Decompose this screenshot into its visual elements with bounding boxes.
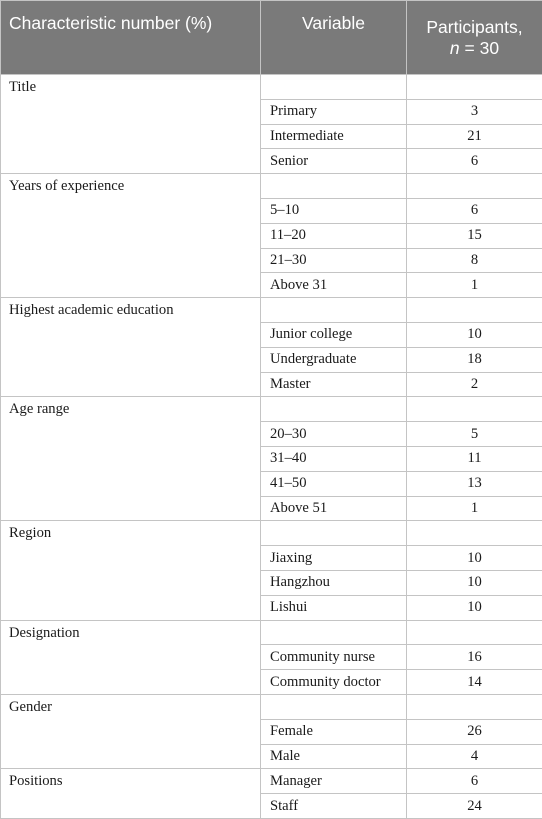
category-cell: Designation [1, 620, 261, 694]
participants-cell: 15 [407, 223, 542, 248]
participants-cell [407, 397, 542, 422]
participants-cell [407, 521, 542, 546]
table-row [1, 694, 542, 719]
variable-cell: Staff [261, 794, 407, 819]
category-cell: Age range [1, 397, 261, 521]
header-characteristic: Characteristic number (%) [1, 1, 261, 75]
table-row [1, 521, 542, 546]
participants-cell: 5 [407, 422, 542, 447]
participants-cell: 8 [407, 248, 542, 273]
variable-cell: Jiaxing [261, 546, 407, 571]
variable-cell: Female [261, 719, 407, 744]
participants-cell: 13 [407, 471, 542, 496]
variable-cell [261, 75, 407, 100]
variable-cell: Hangzhou [261, 570, 407, 595]
participants-cell [407, 174, 542, 199]
variable-cell: Community doctor [261, 670, 407, 695]
participants-cell: 3 [407, 99, 542, 124]
variable-cell: 21–30 [261, 248, 407, 273]
header-variable: Variable [261, 1, 407, 75]
variable-cell: Undergraduate [261, 347, 407, 372]
table-row [1, 298, 542, 323]
header-participants-label: Participants, [426, 17, 522, 37]
category-cell: Title [1, 75, 261, 174]
variable-cell [261, 521, 407, 546]
variable-cell: Community nurse [261, 645, 407, 670]
variable-cell: Male [261, 744, 407, 769]
variable-cell: Above 51 [261, 496, 407, 521]
variable-cell: Manager [261, 769, 407, 794]
participants-cell: 26 [407, 719, 542, 744]
category-cell: Highest academic education [1, 298, 261, 397]
participants-cell: 16 [407, 645, 542, 670]
table-row [1, 397, 542, 422]
participants-cell: 18 [407, 347, 542, 372]
variable-cell [261, 397, 407, 422]
variable-cell: 41–50 [261, 471, 407, 496]
category-cell: Years of experience [1, 174, 261, 298]
participants-cell: 10 [407, 546, 542, 571]
participants-cell: 21 [407, 124, 542, 149]
category-cell: Gender [1, 694, 261, 768]
table-row [1, 75, 542, 100]
variable-cell: Junior college [261, 322, 407, 347]
category-cell: Positions [1, 769, 261, 819]
table-body [1, 75, 542, 819]
participants-cell: 10 [407, 595, 542, 620]
variable-cell [261, 298, 407, 323]
variable-cell [261, 174, 407, 199]
variable-cell: Primary [261, 99, 407, 124]
table-header [1, 1, 542, 75]
participants-cell: 6 [407, 149, 542, 174]
table-row [1, 620, 542, 645]
header-n-symbol: n [450, 38, 460, 58]
participants-cell: 24 [407, 794, 542, 819]
variable-cell: 31–40 [261, 446, 407, 471]
participants-cell: 10 [407, 322, 542, 347]
participants-cell: 6 [407, 198, 542, 223]
variable-cell [261, 620, 407, 645]
participants-cell: 10 [407, 570, 542, 595]
participants-cell: 11 [407, 446, 542, 471]
category-cell: Region [1, 521, 261, 620]
variable-cell: 11–20 [261, 223, 407, 248]
participants-cell [407, 620, 542, 645]
participants-cell: 1 [407, 496, 542, 521]
participants-cell [407, 694, 542, 719]
variable-cell: Master [261, 372, 407, 397]
participants-cell: 4 [407, 744, 542, 769]
variable-cell: Above 31 [261, 273, 407, 298]
table-row [1, 769, 542, 794]
variable-cell [261, 694, 407, 719]
header-row [1, 1, 542, 75]
participants-cell [407, 298, 542, 323]
variable-cell: Intermediate [261, 124, 407, 149]
header-participants [407, 1, 542, 75]
variable-cell: Senior [261, 149, 407, 174]
table-row [1, 174, 542, 199]
participants-cell [407, 75, 542, 100]
participants-cell: 1 [407, 273, 542, 298]
variable-cell: Lishui [261, 595, 407, 620]
header-n-value: = 30 [460, 38, 499, 58]
variable-cell: 5–10 [261, 198, 407, 223]
participants-cell: 2 [407, 372, 542, 397]
participants-cell: 14 [407, 670, 542, 695]
variable-cell: 20–30 [261, 422, 407, 447]
participants-cell: 6 [407, 769, 542, 794]
